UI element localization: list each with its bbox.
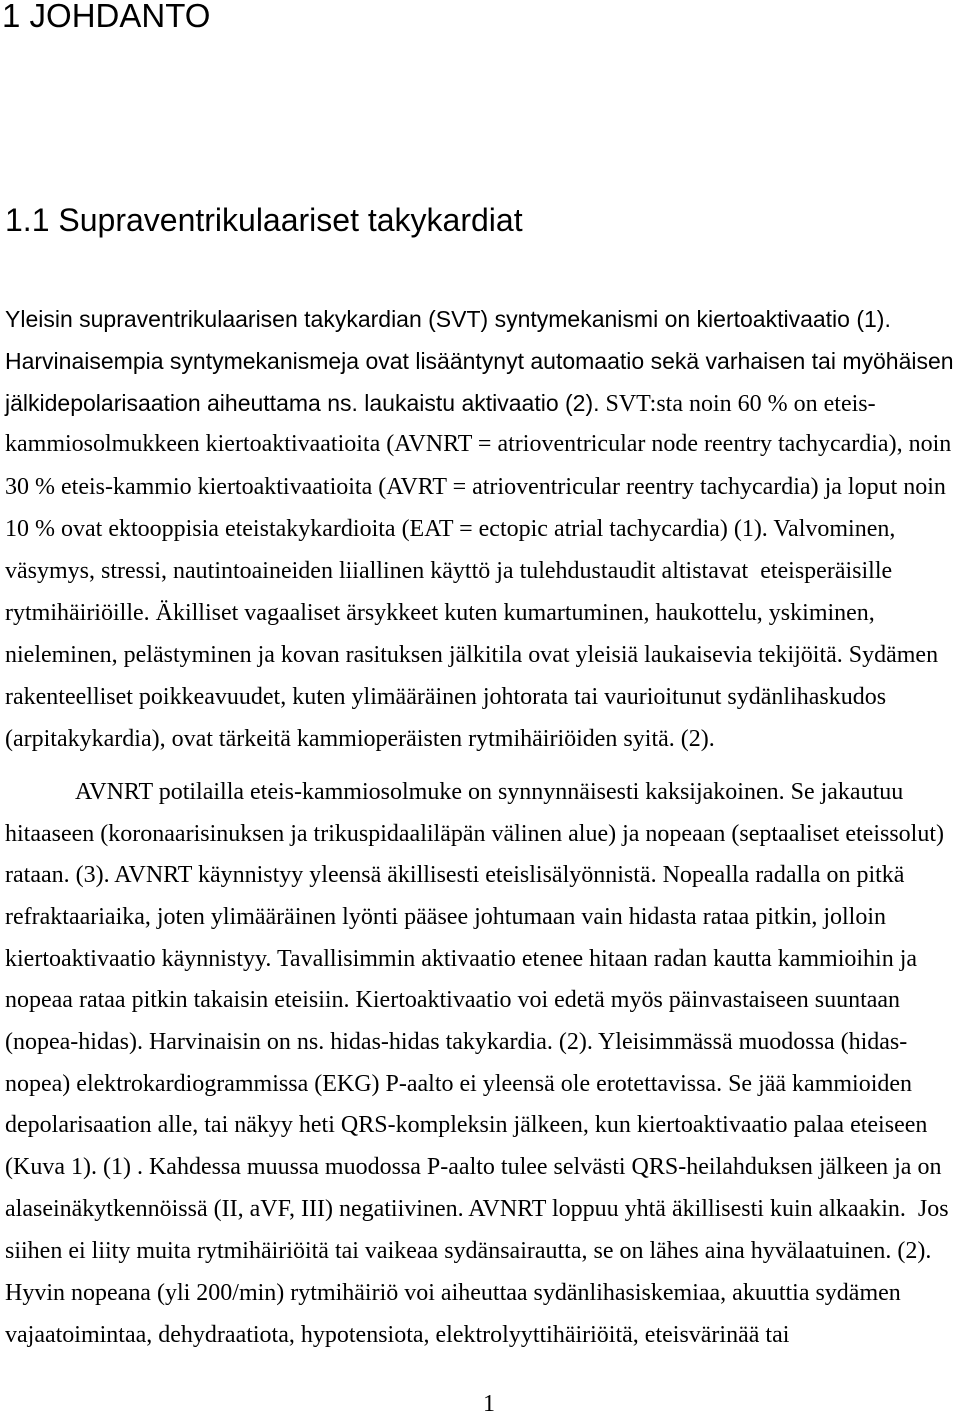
page-number: 1 — [483, 1391, 495, 1415]
text-segment: nopea) elektrokardiogrammissa (EKG) P-aalto ei yleensä ole erotettavissa. Se jää kammioiden — [5, 1071, 913, 1097]
text-segment: nopeaa rataa pitkin takaisin eteisiin. Kiertoaktivaatio voi edetä myös päinvastaiseen suuntaan — [5, 987, 901, 1013]
text-segment: 30 % eteis-kammio kiertoaktivaatioita (AVRT = atrioventricular reentry tachycardia) ja loput noin — [5, 474, 946, 500]
text-line — [5, 1278, 901, 1308]
text-line — [5, 1069, 912, 1099]
text-segment: rytmihäiriöille. Äkilliset vagaaliset ärsykkeet kuten kumartuminen, haukottelu, yskiminen, — [5, 600, 875, 626]
text-line — [5, 472, 946, 502]
text-line — [5, 860, 904, 890]
text-segment: siihen ei liity muita rytmihäiriöitä tai vaikeaa sydänsairautta, se on lähes aina hyvälaatuinen. (2). — [5, 1238, 932, 1264]
text-line — [5, 944, 917, 974]
text-segment: Harvinaisempia syntymekanismeja ovat lisääntynyt automaatio sekä varhaisen tai myöhäisen — [5, 348, 954, 374]
text-line — [5, 985, 900, 1015]
text-line — [5, 1320, 789, 1350]
text-line — [75, 777, 903, 807]
text-segment: rakenteelliset poikkeavuudet, kuten ylimääräinen johtorata tai vaurioitunut sydänlihaskudos — [5, 684, 887, 710]
text-line — [5, 1152, 941, 1182]
text-segment: (nopea-hidas). Harvinaisin on ns. hidas-hidas takykardia. (2). Yleisimmässä muodossa (hidas- — [5, 1029, 908, 1055]
text-line — [5, 556, 892, 586]
text-segment: nieleminen, pelästyminen ja kovan rasituksen jälkitila ovat yleisiä laukaisevia tekijöitä. Sydämen — [5, 642, 939, 668]
text-line — [5, 346, 954, 376]
text-line — [5, 1027, 907, 1057]
text-line — [5, 640, 938, 670]
text-segment: refraktaariaika, joten ylimääräinen lyönti pääsee johtumaan vain hidasta rataa pitkin, jolloin — [5, 904, 887, 930]
text-segment: vajaatoimintaa, dehydraatiota, hypotensiota, elektrolyyttihäiriöitä, eteisvärinää tai — [5, 1322, 790, 1348]
text-segment: kammiosolmukkeen kiertoaktivaatioita (AVNRT = atrioventricular node reentry tachycardia), noin — [5, 431, 952, 457]
text-line — [5, 1236, 931, 1266]
text-segment: (arpitakykardia), ovat tärkeitä kammioperäisten rytmihäiriöiden syitä. (2). — [5, 726, 715, 752]
text-line — [5, 724, 715, 754]
text-line — [5, 1110, 927, 1140]
text-segment: hitaaseen (koronaarisinuksen ja trikuspidaaliläpän välinen alue) ja nopeaan (septaaliset eteissolut) — [5, 821, 944, 847]
text-line — [5, 819, 944, 849]
text-segment: 10 % ovat ektooppisia eteistakykardioita (EAT = ectopic atrial tachycardia) (1). Valvominen, — [5, 516, 896, 542]
text-segment: rataan. (3). AVNRT käynnistyy yleensä äkillisesti eteislisälyönnistä. Nopealla radalla on pitkä — [5, 862, 905, 888]
text-segment: Hyvin nopeana (yli 200/min) rytmihäiriö voi aiheuttaa sydänlihasiskemiaa, akuuttia sydämen — [5, 1280, 901, 1306]
text-segment: (Kuva 1). (1) . Kahdessa muussa muodossa P-aalto tulee selvästi QRS-heilahduksen jälkeen ja on — [5, 1154, 942, 1180]
text-line — [5, 388, 876, 418]
text-line — [5, 304, 891, 334]
text-line — [5, 514, 895, 544]
text-segment: väsymys, stressi, nautintoaineiden liiallinen käyttö ja tulehdustaudit altistavat eteisperäisille — [5, 558, 893, 584]
text-segment: jälkidepolarisaation aiheuttama ns. laukaistu aktivaatio (2). — [5, 390, 600, 416]
text-line — [5, 682, 886, 712]
section-heading: 1 JOHDANTO — [2, 0, 211, 34]
subsection-heading: 1.1 Supraventrikulaariset takykardiat — [5, 202, 523, 238]
text-line — [5, 598, 875, 628]
text-line — [5, 429, 951, 459]
text-line — [5, 902, 886, 932]
text-segment: alaseinäkytkennöissä (II, aVF, III) negatiivinen. AVNRT loppuu yhtä äkillisesti kuin alkaakin. Jos — [5, 1196, 949, 1222]
text-segment: kiertoaktivaatio käynnistyy. Tavallisimmin aktivaatio etenee hitaan radan kautta kammioihin ja — [5, 946, 918, 972]
text-segment: Yleisin supraventrikulaarisen takykardian (SVT) syntymekanismi on kiertoaktivaatio (1). — [5, 306, 891, 332]
text-line — [5, 1194, 949, 1224]
text-segment: SVT:sta noin 60 % on eteis- — [599, 391, 876, 417]
text-segment: AVNRT potilailla eteis-kammiosolmuke on synnynnäisesti kaksijakoinen. Se jakautuu — [75, 779, 904, 805]
text-segment: depolarisaation alle, tai näkyy heti QRS-kompleksin jälkeen, kun kiertoaktivaatio palaa eteiseen — [5, 1112, 928, 1138]
